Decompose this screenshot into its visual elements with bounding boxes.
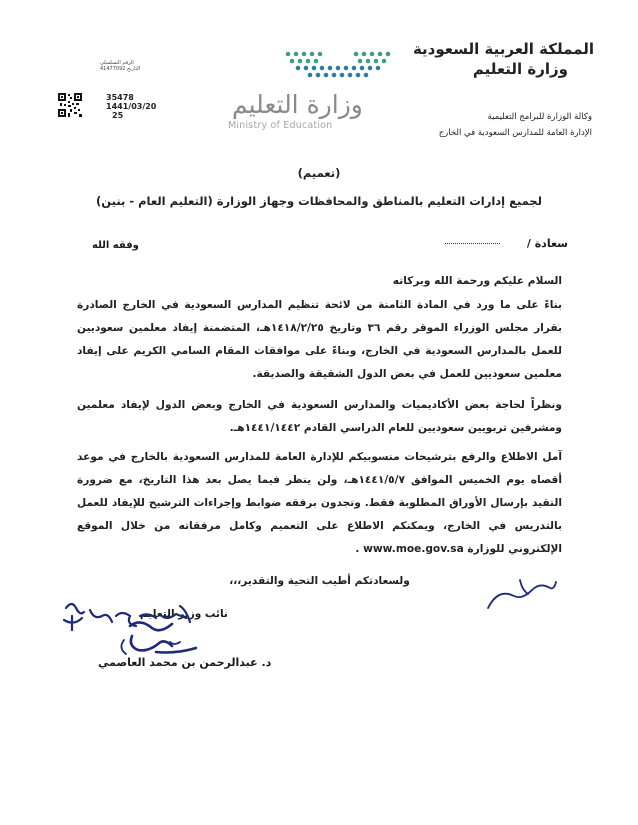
handwritten-signature (60, 596, 210, 660)
circular-recipients: لجميع إدارات التعليم بالمناطق والمحافظات وجهاز الوزارة (التعليم العام - بنين) (96, 194, 542, 208)
signatory-name: د. عبدالرحمن بن محمد العاصمي (98, 656, 272, 669)
attachments-count: 25 (112, 111, 124, 120)
reference-number: 35478 (106, 93, 134, 102)
greeting-line: السلام عليكم ورحمة الله وبركاته (392, 275, 562, 287)
paragraph-2: ونظراً لحاجة بعض الأكاديميات والمدارس السعودية في الخارج وبعض الدول لإيفاد معلمين ومشرفين تربويين سعوديين للعام الدراسي القادم ١٤٤١/١٤٤٢هـ. (77, 399, 562, 434)
handwritten-initials (484, 574, 560, 612)
meta-line-2: التاريخ 41477092 (100, 66, 141, 72)
circular-label: (تعميم) (297, 166, 341, 180)
logo-english-text: Ministry of Education (228, 120, 333, 131)
reference-date: 1441/03/20 (106, 102, 157, 111)
qr-code-icon (58, 93, 82, 117)
ministry-name: وزارة التعليم (472, 60, 568, 78)
closing-line: ولسعادتكم أطيب التحية والتقدير،،، (229, 575, 410, 587)
kingdom-name: المملكة العربية السعودية (412, 40, 594, 58)
administration-name: الإدارة العامة للمدارس السعودية في الخارج (438, 128, 592, 138)
agency-name: وكالة الوزارة للبرامج التعليمية (487, 112, 592, 122)
signatory-title: نائب وزير التعليم (140, 608, 228, 620)
paragraph-3: آمل الاطلاع والرفع بترشيحات منسوبيكم للإدارة العامة للمدارس السعودية بالخارج في موعد أقصاه يوم الخميس الموافق ١٤٤١/٥/٧هـ، ولن ينظر فيما يصل بعد هذا التاريخ، مع ضرورة التقيد بإرسال الأوراق المطلوبة فقط. وتجدون برفقه ضوابط وإجراءات الترشيح للإيفاد للعمل بالتدريس في الخارج، ويمكنكم الاطلاع على التعميم وكامل مرفقاته من خلال الموقع الإلكتروني للوزارة www.moe.gov.sa . (77, 451, 562, 555)
addressee-label: سعادة / (526, 237, 568, 250)
logo-arabic-text: وزارة التعليم (232, 90, 363, 119)
ministry-logo-icon (278, 48, 398, 82)
blessing-text: وفقه الله (92, 240, 139, 251)
meta-line-1: الرقم التسلسلي (100, 60, 134, 66)
paragraph-1: بناءً على ما ورد في المادة الثامنة من لائحة تنظيم المدارس السعودية في الخارج الصادرة بقرار مجلس الوزراء الموقر رقم ٣٦ وتاريخ ١٤١٨/٢/٢٥هـ، المتضمنة إيفاد معلمين سعوديين للعمل بالمدارس السعودية في الخارج، وبناءً على موافقات المقام السامي الكريم على إيفاد معلمين سعوديين للعمل في بعض الدول الشقيقة والصديقة. (77, 299, 563, 380)
addressee-dotted-line (445, 243, 500, 244)
